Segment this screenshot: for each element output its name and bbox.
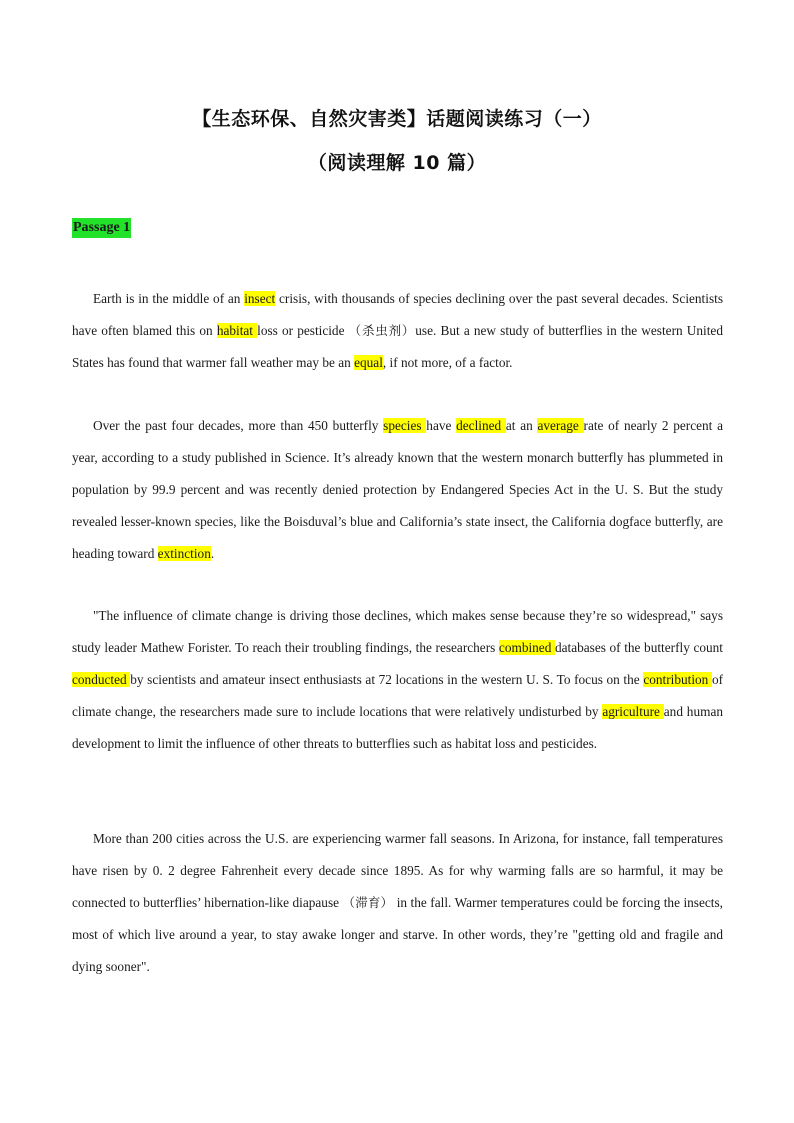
document-subtitle: （阅读理解 10 篇） bbox=[307, 152, 487, 174]
highlighted-word: conducted bbox=[72, 672, 131, 687]
paragraph-text: loss or pesticide bbox=[257, 323, 349, 338]
paragraph-text: crisis, with thousands of species declining over the past several decades. Scientists have often blamed this on bbox=[72, 291, 723, 338]
paragraph-text: in the fall. Warmer temperatures could be forcing the insects, most of which live around a year, to stay awake longer and starve. In other words, they’re "getting old and fragile and dying sooner". bbox=[72, 895, 723, 974]
paragraph-text: databases of the butterfly count bbox=[554, 640, 723, 655]
paragraph-text: , if not more, of a factor. bbox=[382, 355, 513, 370]
highlighted-word: extinction bbox=[157, 546, 211, 561]
chinese-gloss: （杀虫剂） bbox=[348, 323, 416, 338]
paragraph-text: . bbox=[210, 546, 215, 561]
paragraph-text: Over the past four decades, more than 450 butterfly bbox=[93, 418, 384, 433]
paragraph-text: of climate change, the researchers made sure to include locations that were relatively undisturbed by bbox=[72, 672, 724, 719]
paragraph-text: at an bbox=[505, 418, 538, 433]
highlighted-word: contribution bbox=[643, 672, 712, 687]
paragraph-1 bbox=[72, 283, 723, 379]
paragraph-text: by scientists and amateur insect enthusiasts at 72 locations in the western U. S. To focus on the bbox=[130, 672, 644, 687]
paragraph-text: "The influence of climate change is driving those declines, which makes sense because they’re so widespread," says study leader Mathew Forister. To reach their troubling findings, the researchers bbox=[72, 608, 723, 655]
highlighted-word: habitat bbox=[216, 323, 258, 338]
highlighted-word: insect bbox=[244, 291, 276, 306]
highlighted-word: equal bbox=[354, 355, 383, 370]
paragraph-text: rate of nearly 2 percent a year, according to a study published in Science. It’s already known that the western monarch butterfly has plummeted in population by 99.9 percent and was recently denied protection by Endangered Species Act in the U. S. But the study revealed lesser-known species, like the Boisduval’s blue and California’s state insect, the California dogface butterfly, are heading toward bbox=[72, 418, 723, 561]
paragraph-text: More than 200 cities across the U.S. are experiencing warmer fall seasons. In Arizona, for instance, fall temperatures have risen by 0. 2 degree Fahrenheit every decade since 1895. As for why warming falls are so harmful, it may be connected to butterflies’ hibernation-like diapause bbox=[72, 831, 723, 910]
paragraph-2 bbox=[72, 410, 723, 570]
highlighted-word: declined bbox=[456, 418, 506, 433]
paragraph-4 bbox=[72, 823, 723, 983]
highlighted-word: combined bbox=[498, 640, 555, 655]
document-title: 【生态环保、自然灾害类】话题阅读练习（一） bbox=[192, 108, 602, 130]
paragraph-3 bbox=[72, 600, 723, 760]
highlighted-word: species bbox=[383, 418, 427, 433]
paragraph-text: Earth is in the middle of an bbox=[93, 291, 245, 306]
chinese-gloss: （滞育） bbox=[342, 895, 394, 910]
paragraph-text: use. But a new study of butterflies in the western United States has found that warmer fall weather may be an bbox=[72, 323, 723, 370]
paragraph-text: and human development to limit the influence of other threats to butterflies such as habitat loss and pesticides. bbox=[72, 704, 723, 751]
highlighted-word: agriculture bbox=[602, 704, 664, 719]
highlighted-word: average bbox=[537, 418, 584, 433]
paragraph-text: have bbox=[426, 418, 457, 433]
passage-label: Passage 1 bbox=[72, 218, 131, 238]
